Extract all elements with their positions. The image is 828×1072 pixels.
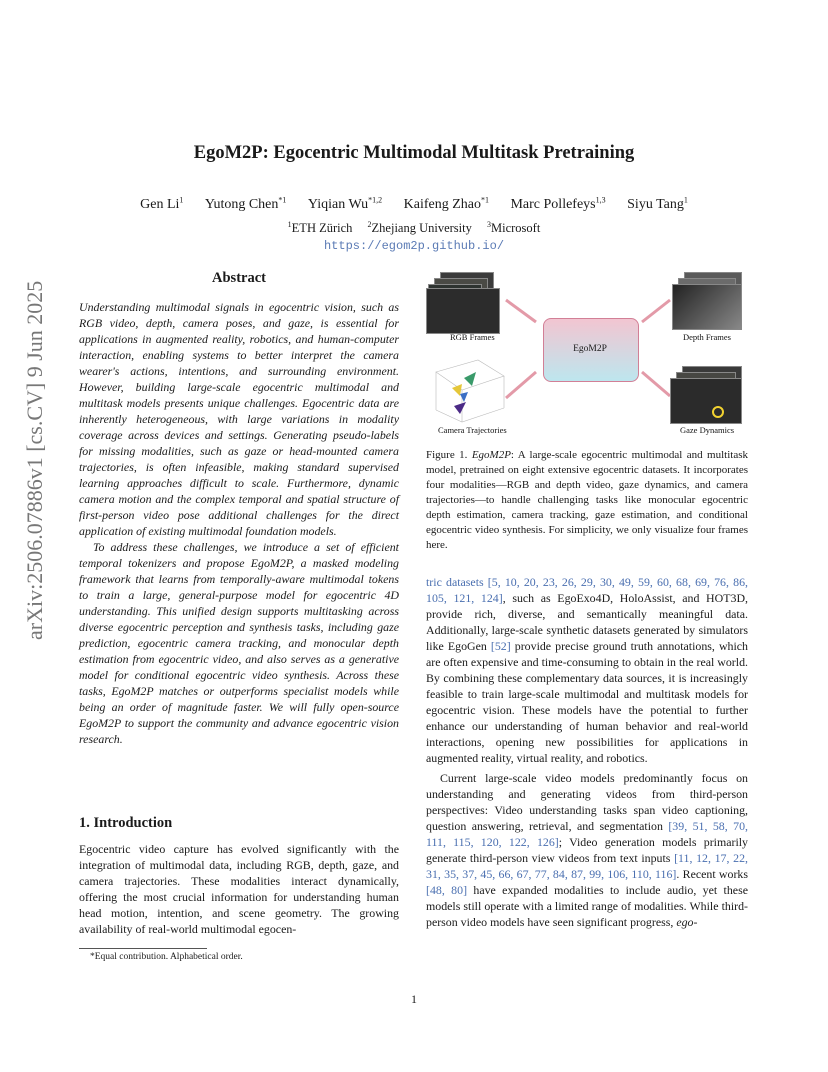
paper-title: EgoM2P: Egocentric Multimodal Multitask Pretraining: [193, 143, 635, 163]
author: Siyu Tang$^1$: [627, 195, 688, 212]
project-url-link[interactable]: https://egom2p.github.io/: [323, 239, 505, 253]
introduction-heading: 1. Introduction: [79, 815, 173, 831]
figure-caption: [426, 448, 748, 553]
camera-trajectory-plot: [430, 352, 508, 424]
affiliation: $^3$Microsoft: [487, 220, 541, 236]
arxiv-identifier: arXiv:2506.07886v1 [cs.CV] 9 Jun 2025: [22, 280, 47, 640]
affiliations: [0, 220, 828, 236]
author: Kaifeng Zhao$^{*1}$: [403, 195, 489, 212]
citation-link[interactable]: [39, 51, 58, 70, 111, 115, 120, 122, 126]: [426, 819, 748, 849]
gaze-frame-image: [670, 378, 742, 424]
abstract-section: [79, 270, 399, 747]
abstract-paragraph: Understanding multimodal signals in egocentric vision, such as RGB video, depth, camera poses, and gaze, is essential for applications in augmented reality, robotics, and human-computer interaction, enabling systems to better interpret the camera wearer's actions, intentions, and surrounding environment. However, building large-scale egocentric multimodal and multitask models presents unique challenges. Egocentric data are inherently heterogeneous, with large variations in modality coverage across devices and settings. Generating pseudo-labels for missing modalities, such as gaze or head-mounted camera trajectories, is often infeasible, making standard supervised learning approaches difficult to scale. Furthermore, dynamic camera motion and the complex temporal and spatial structure of first-person video pose additional challenges for the direct application of existing multimodal foundation models.: [79, 300, 399, 538]
body-paragraph: tric datasets [5, 10, 20, 23, 26, 29, 30, 49, 59, 60, 68, 69, 76, 86, 105, 121, 124], such as EgoExo4D, HoloAssist, and HOT3D, provide rich, diverse, and semantically meaningful data. Additionally, large-scale synthetic datasets generated by simulators like EgoGen [52] provide precise ground truth annotations, which are often expensive and time-consuming to obtain in the real world. By combining these complementary data sources, it is increasingly feasible to train large-scale multimodal and multitask models for egocentric vision. These models have the potential to further enhance our understanding of human behavior and real-world interactions, opening new possibilities for applications in augmented reality, virtual reality, and robotics.: [426, 575, 748, 765]
camera-trajectories-label: Camera Trajectories: [438, 425, 507, 435]
introduction-paragraph: Egocentric video capture has evolved significantly with the integration of multimodal data, including RGB, depth, gaze, and camera trajectories. These modalities interact dynamically, offering the most crucial information for understanding human head motion, intention, and scene geometry. The growing availability of real-world multimodal egocen-: [79, 842, 399, 936]
citation-link[interactable]: tric datasets [5, 10, 20, 23, 26, 29, 30, 49, 59, 60, 68, 69, 76, 86, 105, 121, 124]: [426, 575, 748, 605]
right-column-body: [426, 574, 748, 930]
depth-frames-label: Depth Frames: [683, 332, 731, 342]
caption-text: : A large-scale egocentric multimodal and multitask model, pretrained on eight extensive egocentric datasets. It incorporates four modalities—RGB and depth video, gaze dynamics, and camera trajectories—to handle challenging tasks like monocular egocentric depth estimation, camera tracking, gaze estimation, and conditional egocentric video synthesis. For simplicity, we only visualize four frames here.: [426, 449, 748, 551]
introduction-body: [79, 841, 399, 937]
body-paragraph: Current large-scale video models predominantly focus on understanding and generating videos from third-person perspectives: Video understanding tasks span video captioning, question answering, retrieval, and segmentation [39, 51, 58, 70, 111, 115, 120, 122, 126]; Video generation models primarily generate third-person view videos from text inputs [11, 12, 17, 22, 31, 35, 37, 45, 66, 67, 77, 84, 87, 99, 106, 110, 116]. Recent works [48, 80] have expanded modalities to include audio, yet these models still operate with a limited range of modalities. While third-person video models have seen significant progress, ego-: [426, 771, 748, 929]
abstract-heading: Abstract: [212, 270, 266, 286]
author: Gen Li$^1$: [140, 195, 184, 212]
affiliation: $^2$Zhejiang University: [367, 220, 472, 236]
rgb-frames-label: RGB Frames: [450, 332, 495, 342]
gaze-point-marker: [712, 406, 724, 418]
citation-link[interactable]: [52]: [490, 639, 511, 653]
author: Yutong Chen$^{*1}$: [204, 195, 287, 212]
gaze-dynamics-label: Gaze Dynamics: [680, 425, 735, 435]
caption-model-name: EgoM2P: [471, 449, 511, 461]
egom2p-model-label: EgoM2P: [573, 344, 607, 354]
caption-label: Figure 1.: [426, 449, 468, 461]
footnote: *Equal contribution. Alphabetical order.: [90, 952, 243, 962]
citation-link[interactable]: [11, 12, 17, 22, 31, 35, 37, 45, 66, 67, 77, 84, 87, 99, 106, 110, 116]: [426, 851, 748, 881]
abstract-paragraph: To address these challenges, we introduce a set of efficient temporal tokenizers and propose EgoM2P, a masked modeling framework that learns from temporally-aware multimodal tokens to train a large, general-purpose model for egocentric 4D understanding. This unified design supports multitasking across diverse egocentric perception and synthesis tasks, including gaze prediction, egocentric camera tracking, and monocular depth estimation from egocentric video, and also serves as a generative model for conditional egocentric video synthesis. Across these tasks, EgoM2P matches or outperforms specialist models while being an order of magnitude faster. We will fully open-source EgoM2P to support the community and advance egocentric vision research.: [79, 540, 399, 746]
author-list: [0, 195, 828, 213]
author: Marc Pollefeys$^{1,3}$: [510, 195, 606, 212]
footnote-divider: [79, 948, 207, 949]
citation-link[interactable]: [48, 80]: [426, 883, 468, 897]
figure-1: [426, 270, 748, 442]
affiliation: $^1$ETH Zürich: [287, 220, 353, 236]
page-number: 1: [411, 992, 417, 1006]
author: Yiqian Wu$^{*1,2}$: [307, 195, 383, 212]
